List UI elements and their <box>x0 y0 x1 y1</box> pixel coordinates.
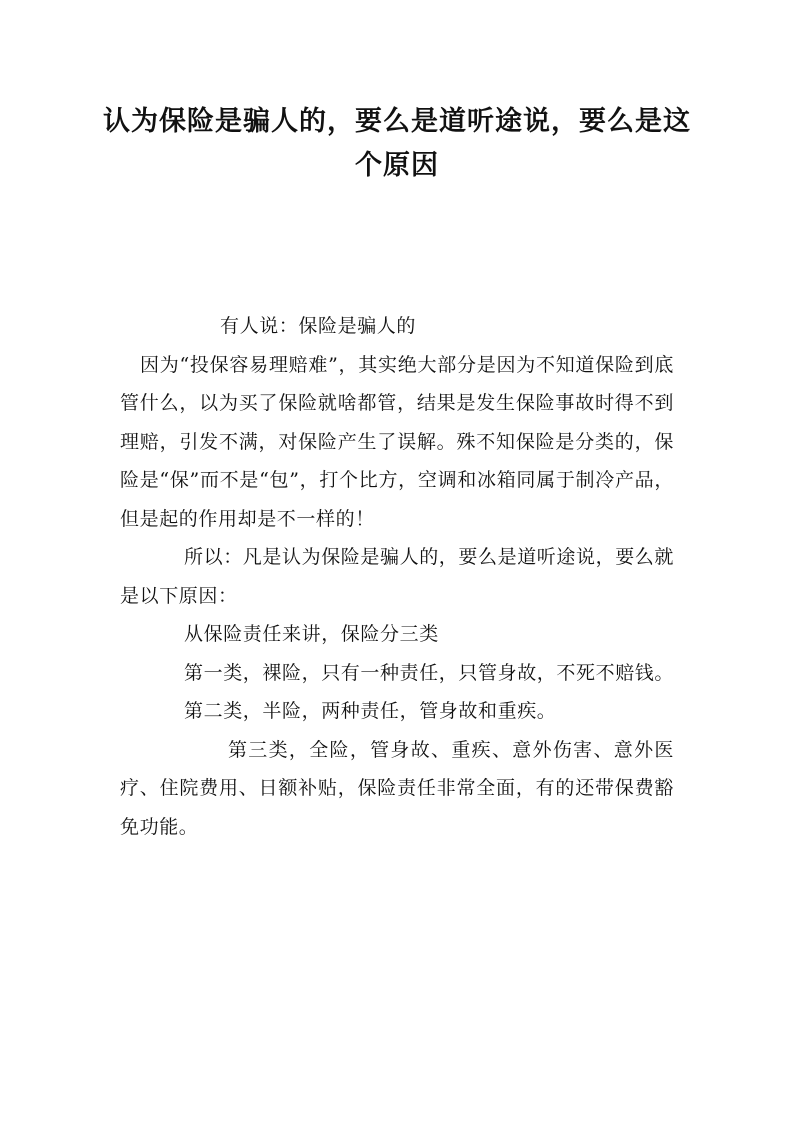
paragraph-category-three: 第三类，全险，管身故、重疾、意外伤害、意外医疗、住院费用、日额补贴，保险责任非常全面，有的还带保费豁免功能。 <box>120 738 674 838</box>
paragraph-intro: 有人说：保险是骗人的 <box>220 315 417 337</box>
paragraph-classification: 从保险责任来讲，保险分三类 <box>184 623 439 645</box>
paragraph-category-one: 第一类，裸险，只有一种责任，只管身故，不死不赔钱。 <box>184 661 675 684</box>
document-title: 认为保险是骗人的，要么是道听途说，要么是这个原因 <box>103 106 691 181</box>
paragraph-conclusion: 所以：凡是认为保险是骗人的，要么是道听途说，要么就是以下原因： <box>120 546 675 607</box>
paragraph-reason: 因为“投保容易理赔难”，其实绝大部分是因为不知道保险到底管什么，以为买了保险就啥都管，结果是发生保险事故时得不到理赔，引发不满，对保险产生了误解。殊不知保险是分类的，保险是“保”而不是“包”，打个比方，空调和冰箱同属于制冷产品，但是起的作用却是不一样的！ <box>120 353 674 530</box>
document-body <box>120 307 674 846</box>
paragraph-category-two: 第二类，半险，两种责任，管身故和重疾。 <box>184 700 557 722</box>
